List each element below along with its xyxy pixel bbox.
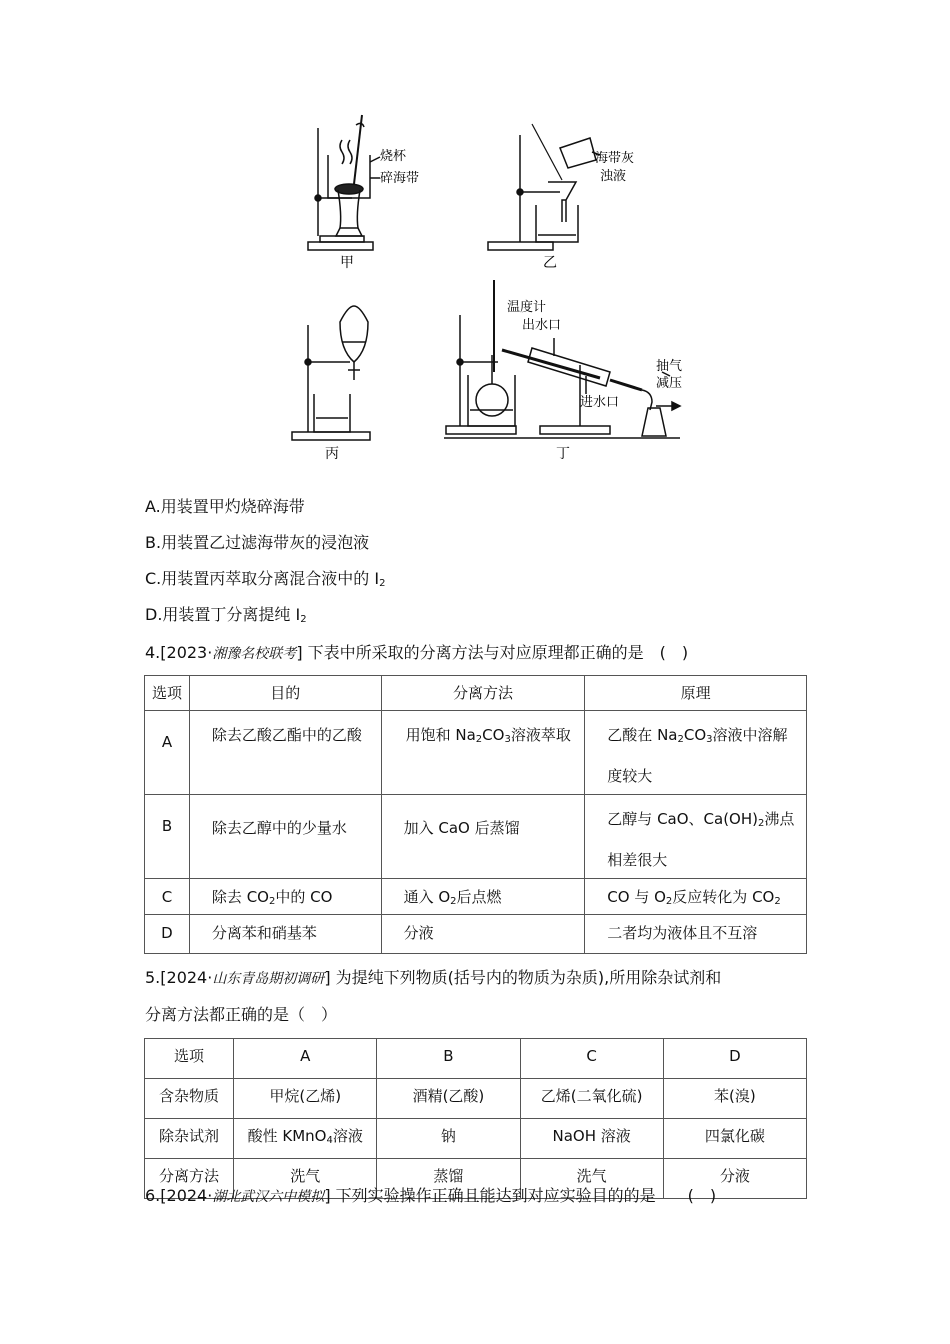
figure-label-ding: 丁 xyxy=(556,446,570,462)
table-cell: 含杂物质 xyxy=(145,1079,234,1119)
question-5-stem xyxy=(145,968,721,989)
table-row xyxy=(145,711,807,795)
table-cell: 钠 xyxy=(377,1119,520,1159)
option-d-sub: 2 xyxy=(300,614,307,625)
annotation-beaker: 烧杯 xyxy=(380,149,407,164)
annotation-turbid: 浊液 xyxy=(600,169,627,184)
question-4-number: 4.[2023· xyxy=(145,643,213,662)
table-cell: 洗气 xyxy=(520,1159,663,1199)
table-header-cell: 选项 xyxy=(145,1039,234,1079)
table-cell: 蒸馏 xyxy=(377,1159,520,1199)
question-6-number: 6.[2024· xyxy=(145,1186,213,1205)
annotation-ash: 海带灰 xyxy=(595,151,635,166)
question-6-source: 湖北武汉六中模拟 xyxy=(212,1189,325,1205)
table-header-cell: 目的 xyxy=(189,676,381,711)
principle-cell: 二者均为液体且不互溶 xyxy=(585,915,807,954)
question-5-text: ] 为提纯下列物质(括号内的物质为杂质),所用除杂试剂和 xyxy=(324,968,722,987)
table-row xyxy=(145,915,807,954)
question-4-table xyxy=(144,675,807,954)
goal-cell: 除去乙酸乙酯中的乙酸 xyxy=(189,711,381,795)
method-cell: 用饱和 $Na_2CO_3$溶液萃取 xyxy=(381,711,585,795)
table-cell: 分离方法 xyxy=(145,1159,234,1199)
apparatus-figures xyxy=(270,110,710,470)
table-row xyxy=(145,795,807,879)
question-4-source: 湘豫名校联考 xyxy=(212,646,297,662)
table-cell: NaOH 溶液 xyxy=(520,1119,663,1159)
table-cell: 洗气 xyxy=(234,1159,377,1199)
table-header-cell: A xyxy=(234,1039,377,1079)
annotation-seaweed: 碎海带 xyxy=(380,171,420,186)
option-d xyxy=(145,605,307,630)
method-cell: 加入 CaO 后蒸馏 xyxy=(381,795,585,879)
annotation-reduce-pressure: 减压 xyxy=(656,376,683,391)
question-5-table xyxy=(144,1038,807,1199)
option-cell: C xyxy=(145,879,190,915)
table-cell: 乙烯(二氧化硫) xyxy=(520,1079,663,1119)
goal-cell: 分离苯和硝基苯 xyxy=(189,915,381,954)
annotation-water-in: 进水口 xyxy=(580,395,620,410)
question-5-stem-cont: 分离方法都正确的是（ ） xyxy=(145,1005,338,1024)
table-row xyxy=(145,1119,807,1159)
option-d-text: D.用装置丁分离提纯 I xyxy=(145,605,301,624)
table-header-cell: 分离方法 xyxy=(381,676,585,711)
question-5-source: 山东青岛期初调研 xyxy=(212,971,325,987)
option-a: A.用装置甲灼烧碎海带 xyxy=(145,497,305,516)
method-cell: 分液 xyxy=(381,915,585,954)
table-cell: 四氯化碳 xyxy=(663,1119,806,1159)
apparatus-ding xyxy=(444,280,683,438)
question-4-stem xyxy=(145,643,688,664)
table-header-cell: B xyxy=(377,1039,520,1079)
annotation-thermometer: 温度计 xyxy=(507,300,547,315)
figure-label-jia: 甲 xyxy=(340,255,354,271)
table-cell: 分液 xyxy=(663,1159,806,1199)
option-c xyxy=(145,569,385,594)
option-c-text: C.用装置丙萃取分离混合液中的 I xyxy=(145,569,380,588)
option-c-sub: 2 xyxy=(379,578,386,589)
principle-cell: 乙醇与 CaO、$Ca(OH)_2$沸点相差很大 xyxy=(585,795,807,879)
table-cell: 甲烷(乙烯) xyxy=(234,1079,377,1119)
principle-cell: 乙酸在 $Na_2CO_3$溶液中溶解度较大 xyxy=(585,711,807,795)
option-cell: B xyxy=(145,795,190,879)
table-cell: 除杂试剂 xyxy=(145,1119,234,1159)
table-header-cell: 原理 xyxy=(585,676,807,711)
question-5-number: 5.[2024· xyxy=(145,968,213,987)
figure-label-bing: 丙 xyxy=(325,446,339,462)
apparatus-jia xyxy=(308,115,380,250)
question-4-text: ] 下表中所采取的分离方法与对应原理都正确的是 ( ) xyxy=(296,643,689,662)
apparatus-yi xyxy=(488,124,600,250)
table-row xyxy=(145,1079,807,1119)
table-header-cell: D xyxy=(663,1039,806,1079)
table-cell: 酸性 KMnO$_4$溶液 xyxy=(234,1119,377,1159)
figure-label-yi: 乙 xyxy=(543,255,557,271)
annotation-water-out: 出水口 xyxy=(522,318,562,333)
table-header-row xyxy=(145,676,807,711)
table-header-cell: C xyxy=(520,1039,663,1079)
question-6-text: ] 下列实验操作正确且能达到对应实验目的的是 ( ) xyxy=(324,1186,717,1205)
method-cell: 通入 $O_2$后点燃 xyxy=(381,879,585,915)
table-cell: 酒精(乙酸) xyxy=(377,1079,520,1119)
principle-cell: CO 与 $O_2$反应转化为 $CO_2$ xyxy=(585,879,807,915)
table-header-row xyxy=(145,1039,807,1079)
table-cell: 苯(溴) xyxy=(663,1079,806,1119)
option-cell: D xyxy=(145,915,190,954)
option-cell: A xyxy=(145,711,190,795)
goal-cell: 除去 $CO_2$中的 CO xyxy=(189,879,381,915)
annotation-pump: 抽气 xyxy=(656,359,683,374)
option-b: B.用装置乙过滤海带灰的浸泡液 xyxy=(145,533,370,552)
question-6-stem xyxy=(145,1186,716,1207)
goal-cell: 除去乙醇中的少量水 xyxy=(189,795,381,879)
apparatus-drawing xyxy=(270,110,710,470)
apparatus-bing xyxy=(292,306,370,440)
table-header-cell: 选项 xyxy=(145,676,190,711)
table-row xyxy=(145,879,807,915)
